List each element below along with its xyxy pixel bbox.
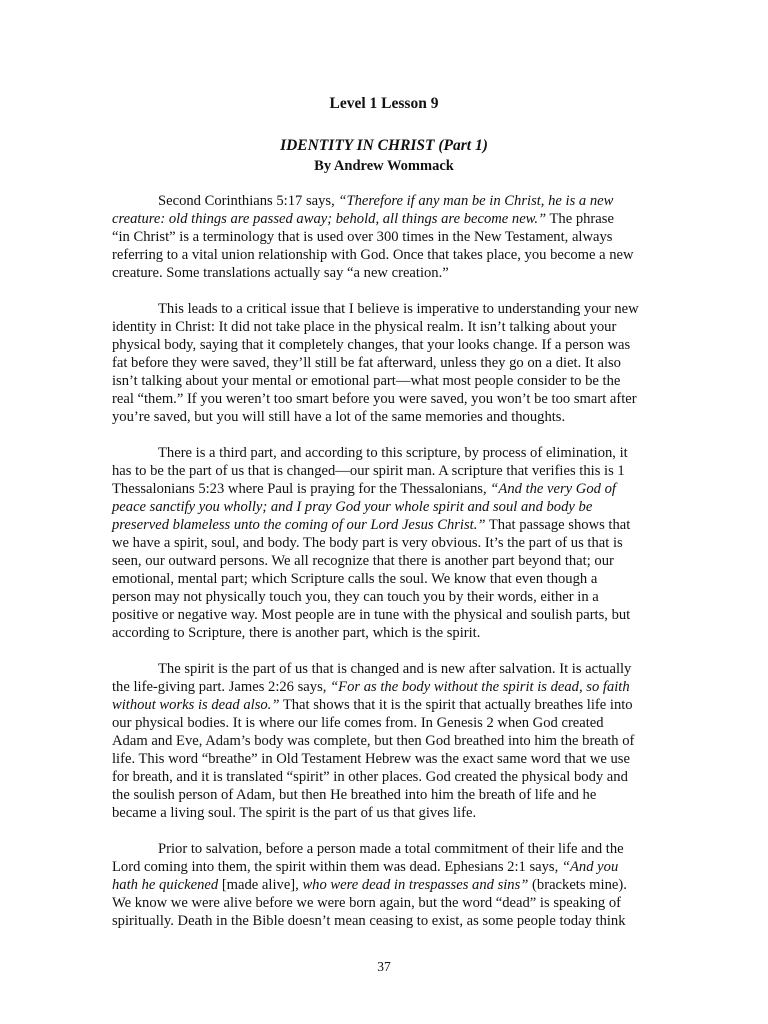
text-line — [112, 264, 657, 282]
scripture-quote: “Therefore if any man be in Christ, he is a new — [338, 193, 614, 209]
page-number: 37 — [377, 959, 391, 974]
text-line — [112, 678, 657, 696]
text-run: became a living soul. The spirit is the part of us that gives life. — [112, 805, 477, 821]
text-line — [112, 408, 657, 426]
text-run: The spirit is the part of us that is changed and is new after salvation. It is actually — [158, 661, 632, 677]
text-run: (brackets mine). — [528, 877, 627, 893]
paragraph — [112, 840, 657, 930]
paragraph — [112, 444, 657, 642]
text-run: [made alive] — [218, 877, 296, 893]
paragraph — [112, 660, 657, 822]
text-run: The phrase — [546, 211, 614, 227]
text-run: There is a third part, and according to this scripture, by process of elimination, it — [158, 445, 628, 461]
text-line — [112, 858, 657, 876]
text-line — [112, 606, 657, 624]
text-run: spiritually. Death in the Bible doesn’t mean ceasing to exist, as some people today think — [112, 913, 626, 929]
text-line — [112, 912, 657, 930]
text-line — [112, 660, 657, 678]
scripture-quote: , who were dead in trespasses and sins” — [295, 877, 529, 893]
text-line — [112, 516, 657, 534]
text-line — [112, 300, 657, 318]
text-line — [112, 624, 657, 642]
text-run: seen, our outward persons. We all recognize that there is another part beyond that; our — [112, 553, 614, 569]
text-run: person may not physically touch you, they can touch you by their words, either in a — [112, 589, 599, 605]
text-line — [112, 570, 657, 588]
text-line — [112, 228, 657, 246]
text-run: life. This word “breathe” in Old Testament Hebrew was the exact same word that we use — [112, 751, 630, 767]
text-run: That shows that it is the spirit that actually breathes life into — [279, 697, 633, 713]
text-run: Second Corinthians 5:17 says, — [158, 193, 339, 209]
document-title: IDENTITY IN CHRIST (Part 1) — [280, 137, 488, 154]
scripture-quote: creature: old things are passed away; behold, all things are become new.” — [112, 211, 547, 227]
text-line — [112, 192, 657, 210]
lesson-heading: Level 1 Lesson 9 — [329, 95, 439, 112]
text-line — [112, 552, 657, 570]
text-line — [112, 894, 657, 912]
text-run: identity in Christ: It did not take place in the physical realm. It isn’t talking about your — [112, 319, 617, 335]
text-run: This leads to a critical issue that I believe is imperative to understanding your new — [158, 301, 639, 317]
text-run: isn’t talking about your mental or emotional part—what most people consider to be the — [112, 373, 621, 389]
text-line — [112, 750, 657, 768]
text-line — [112, 714, 657, 732]
text-run: Lord coming into them, the spirit within them was dead. Ephesians 2:1 says, — [112, 859, 562, 875]
text-line — [112, 246, 657, 264]
text-run: Adam and Eve, Adam’s body was complete, but then God breathed into him the breath of — [112, 733, 635, 749]
text-line — [112, 372, 657, 390]
text-line — [112, 336, 657, 354]
body-text — [112, 192, 657, 948]
text-run: creature. Some translations actually say “a new creation.” — [112, 265, 449, 281]
scripture-quote: “And the very God of — [490, 481, 616, 497]
text-run: That passage shows that — [485, 517, 631, 533]
text-line — [112, 732, 657, 750]
text-run: Thessalonians 5:23 where Paul is praying for the Thessalonians, — [112, 481, 491, 497]
text-run: has to be the part of us that is changed—our spirit man. A scripture that verifies this is 1 — [112, 463, 625, 479]
text-run: fat before they were saved, they’ll still be fat afterward, unless they go on a diet. It also — [112, 355, 621, 371]
text-run: We know we were alive before we were born again, but the word “dead” is speaking of — [112, 895, 621, 911]
text-line — [112, 480, 657, 498]
text-line — [112, 804, 657, 822]
text-run: for breath, and it is translated “spirit” in other places. God created the physical body and — [112, 769, 628, 785]
text-run: the life-giving part. James 2:26 says, — [112, 679, 331, 695]
scripture-quote: without works is dead also.” — [112, 697, 280, 713]
text-line — [112, 534, 657, 552]
text-run: emotional, mental part; which Scripture calls the soul. We know that even though a — [112, 571, 598, 587]
scripture-quote: “And you — [561, 859, 619, 875]
author-byline: By Andrew Wommack — [314, 158, 454, 174]
paragraph — [112, 300, 657, 426]
text-line — [112, 786, 657, 804]
scripture-quote: preserved blameless unto the coming of our Lord Jesus Christ.” — [112, 517, 486, 533]
text-run: the soulish person of Adam, but then He breathed into him the breath of life and he — [112, 787, 597, 803]
text-line — [112, 462, 657, 480]
text-run: referring to a vital union relationship with God. Once that takes place, you become a new — [112, 247, 634, 263]
scripture-quote: hath he quickened — [112, 877, 219, 893]
text-line — [112, 318, 657, 336]
text-run: “in Christ” is a terminology that is used over 300 times in the New Testament, always — [112, 229, 613, 245]
text-line — [112, 390, 657, 408]
text-run: Prior to salvation, before a person made a total commitment of their life and the — [158, 841, 624, 857]
text-run: you’re saved, but you will still have a lot of the same memories and thoughts. — [112, 409, 566, 425]
text-run: real “them.” If you weren’t too smart before you were saved, you won’t be too smart after — [112, 391, 637, 407]
text-run: positive or negative way. Most people are in tune with the physical and soulish parts, but — [112, 607, 631, 623]
text-line — [112, 588, 657, 606]
text-line — [112, 444, 657, 462]
text-line — [112, 498, 657, 516]
text-line — [112, 840, 657, 858]
scripture-quote: “For as the body without the spirit is dead, so faith — [330, 679, 630, 695]
text-run: physical body, saying that it completely changes, that your looks change. If a person was — [112, 337, 631, 353]
text-run: according to Scripture, there is another part, which is the spirit. — [112, 625, 481, 641]
paragraph — [112, 192, 657, 282]
text-line — [112, 876, 657, 894]
scripture-quote: peace sanctify you wholly; and I pray God your whole spirit and soul and body be — [112, 499, 593, 515]
text-run: our physical bodies. It is where our life comes from. In Genesis 2 when God created — [112, 715, 604, 731]
text-run: we have a spirit, soul, and body. The body part is very obvious. It’s the part of us that is — [112, 535, 623, 551]
text-line — [112, 210, 657, 228]
text-line — [112, 696, 657, 714]
text-line — [112, 768, 657, 786]
text-line — [112, 354, 657, 372]
